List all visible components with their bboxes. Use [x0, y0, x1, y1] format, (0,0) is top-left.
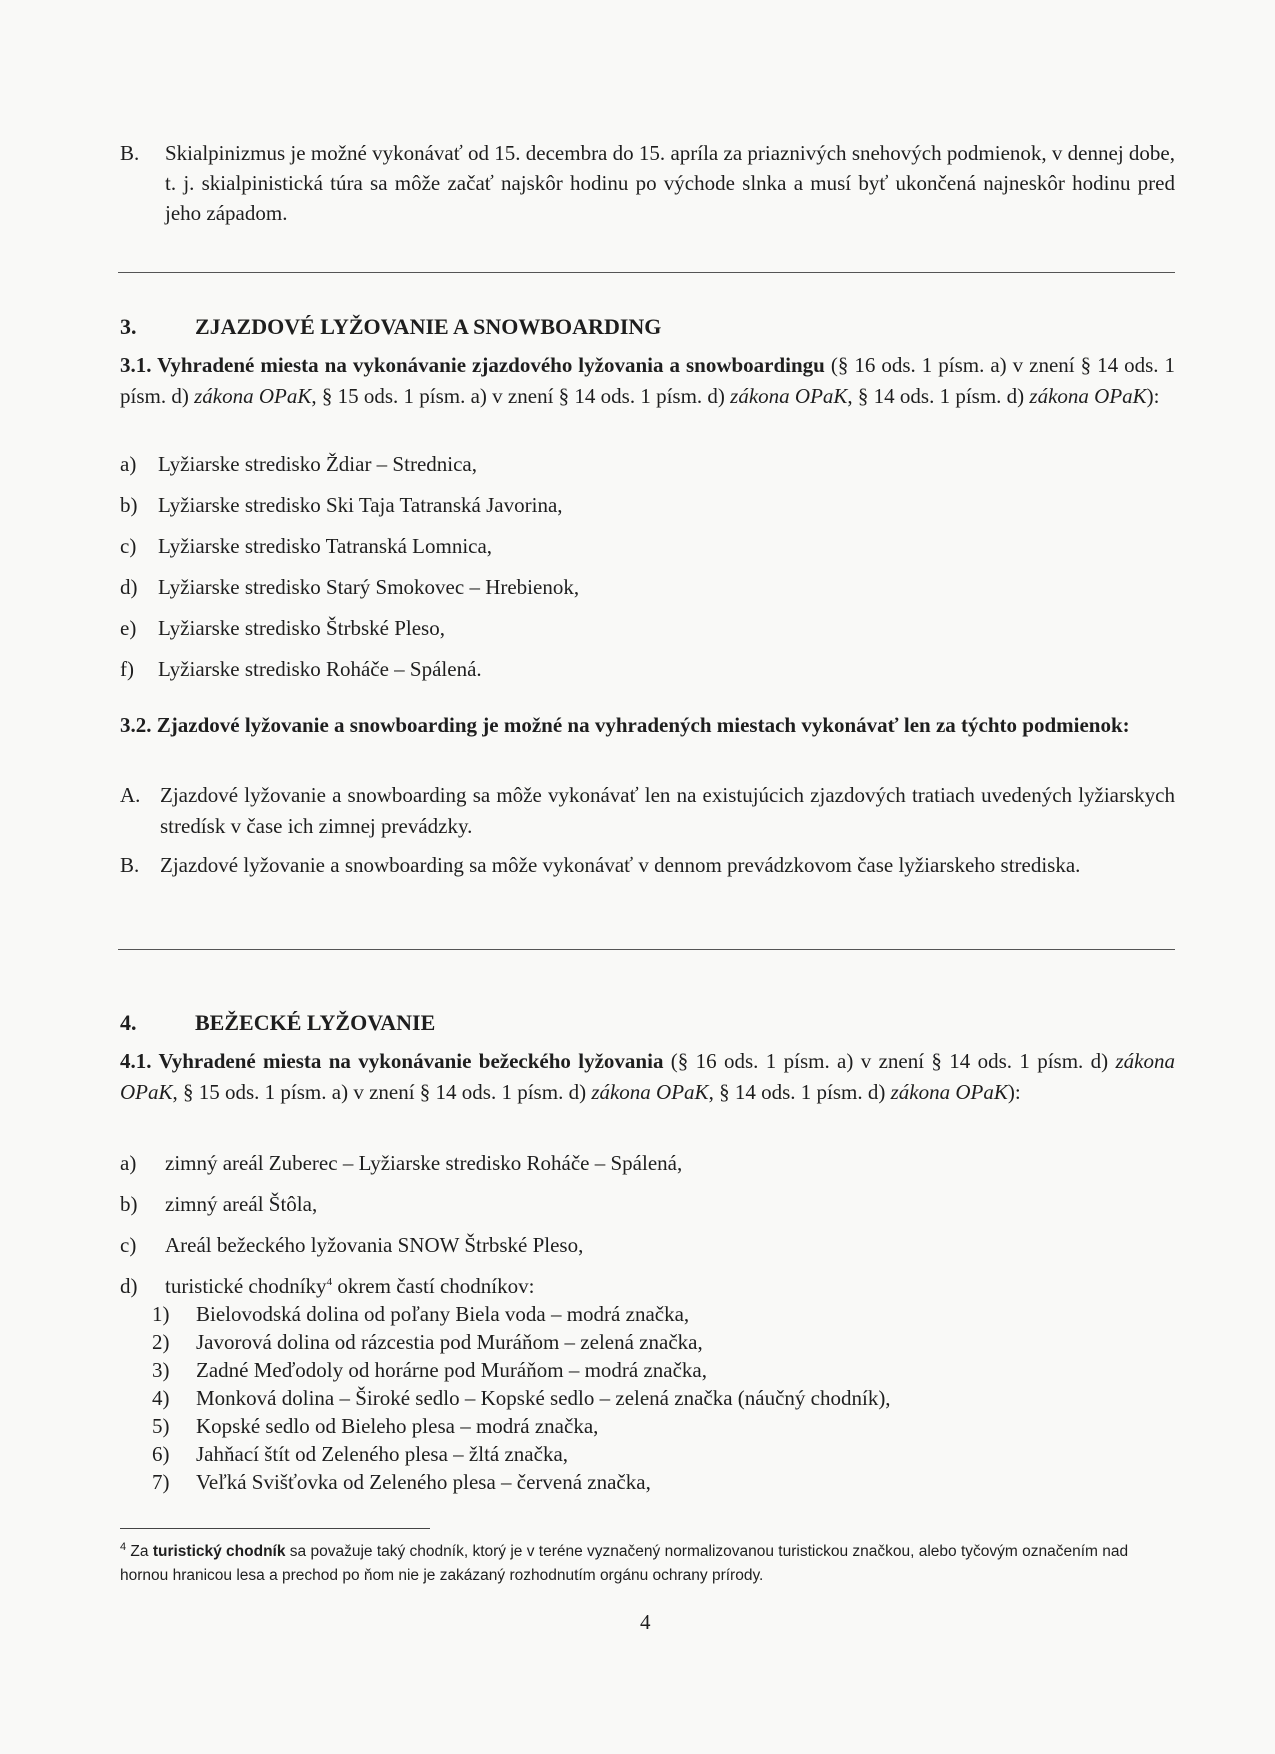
- law-name: zákona OPaK: [120, 1049, 1175, 1104]
- skialp-condition-b: [120, 138, 1175, 228]
- legal-ref: , § 15 ods. 1 písm. a) v znení § 14 ods. 1 písm. d): [311, 384, 731, 408]
- sub-list-item: [152, 1470, 651, 1495]
- list-item: [120, 616, 445, 641]
- law-name: zákona OPaK: [194, 384, 312, 408]
- sub-list-item: [152, 1442, 568, 1467]
- section-divider: [118, 949, 1175, 950]
- item-label: b): [120, 493, 138, 517]
- list-item: [120, 1233, 583, 1258]
- item-label: c): [120, 534, 137, 558]
- item-label: 6): [152, 1442, 170, 1466]
- item-text: Jahňací štít od Zeleného plesa – žltá značka,: [196, 1442, 569, 1466]
- item-text: okrem častí chodníkov:: [332, 1274, 535, 1298]
- subsection-3-2: [120, 710, 1175, 741]
- item-label: B.: [120, 141, 140, 165]
- list-item: [120, 534, 492, 559]
- law-name: zákona OPaK: [730, 384, 848, 408]
- item-label: 2): [152, 1330, 170, 1354]
- item-text: Javorová dolina od rázcestia pod Muráňom – zelená značka,: [196, 1330, 703, 1354]
- section-3-heading: [120, 314, 661, 340]
- item-label: d): [120, 1274, 138, 1298]
- list-item: [120, 1274, 534, 1299]
- item-text: Lyžiarske stredisko Starý Smokovec – Hrebienok,: [158, 575, 580, 599]
- item-text: Lyžiarske stredisko Ski Taja Tatranská Javorina,: [158, 493, 563, 517]
- item-label: d): [120, 575, 138, 599]
- law-name: zákona OPaK: [591, 1080, 709, 1104]
- footnote-mark: 4: [120, 1540, 127, 1553]
- legal-ref: ):: [1007, 1080, 1021, 1104]
- section-divider: [118, 272, 1175, 273]
- legal-ref: , § 14 ods. 1 písm. d): [708, 1080, 891, 1104]
- footnote: [120, 1540, 1175, 1588]
- item-text: Lyžiarske stredisko Tatranská Lomnica,: [158, 534, 493, 558]
- item-text: Veľká Svišťovka od Zeleného plesa – červená značka,: [196, 1470, 651, 1494]
- item-label: B.: [120, 853, 140, 877]
- item-text: Zjazdové lyžovanie a snowboarding sa môže vykonávať len na existujúcich zjazdových tratiach uvedených lyžiarskych stredísk v čase ich zimnej prevádzky.: [160, 783, 1175, 838]
- list-item: [120, 575, 579, 600]
- list-item: [120, 657, 482, 682]
- page-number: 4: [640, 1610, 651, 1634]
- item-label: 5): [152, 1414, 170, 1438]
- legal-ref: , § 14 ods. 1 písm. d): [847, 384, 1030, 408]
- item-text: Kopské sedlo od Bieleho plesa – modrá značka,: [196, 1414, 599, 1438]
- item-label: b): [120, 1192, 138, 1216]
- law-name: zákona OPaK: [890, 1080, 1008, 1104]
- footnote-text: Za: [126, 1543, 153, 1560]
- footnote-text: sa považuje taký chodník, ktorý je v teréne vyznačený normalizovanou turistickou značkou, alebo tyčovým označením nad hornou hranicou lesa a prechod po ňom nie je zakázaný rozhodnutím orgánu ochrany prírody.: [120, 1543, 1129, 1584]
- subsection-4-1: [120, 1046, 1175, 1108]
- item-text: turistické chodníky: [165, 1274, 327, 1298]
- item-label: 3): [152, 1358, 170, 1382]
- legal-ref: ):: [1146, 384, 1160, 408]
- sub-list-item: [152, 1330, 703, 1355]
- sub-list-item: [152, 1358, 707, 1383]
- item-label: 4): [152, 1386, 170, 1410]
- subsection-3-1: [120, 350, 1175, 412]
- subsection-title: 3.2. Zjazdové lyžovanie a snowboarding je možné na vyhradených miestach vykonávať len za týchto podmienok:: [120, 713, 1130, 737]
- section-title: ZJAZDOVÉ LYŽOVANIE A SNOWBOARDING: [195, 314, 662, 339]
- item-label: a): [120, 452, 137, 476]
- item-label: f): [120, 657, 134, 681]
- list-item: [120, 1151, 682, 1176]
- condition-item: [120, 850, 1175, 881]
- item-label: e): [120, 616, 137, 640]
- subsection-title: 4.1. Vyhradené miesta na vykonávanie bežeckého lyžovania: [120, 1049, 664, 1073]
- legal-ref: , § 15 ods. 1 písm. a) v znení § 14 ods. 1 písm. d): [172, 1080, 592, 1104]
- footnote-term: turistický chodník: [152, 1543, 286, 1560]
- item-text: Skialpinizmus je možné vykonávať od 15. decembra do 15. apríla za priaznivých snehových podmienok, v dennej dobe, t. j. skialpinistická túra sa môže začať najskôr hodinu po východe slnka a musí byť ukončená najneskôr hodinu pred jeho západom.: [165, 141, 1175, 225]
- subsection-title: 3.1. Vyhradené miesta na vykonávanie zjazdového lyžovania a snowboardingu: [120, 353, 825, 377]
- condition-item: [120, 780, 1175, 842]
- section-4-heading: [120, 1010, 435, 1036]
- sub-list-item: [152, 1386, 891, 1411]
- item-text: zimný areál Zuberec – Lyžiarske stredisko Roháče – Spálená,: [165, 1151, 683, 1175]
- item-text: Monková dolina – Široké sedlo – Kopské sedlo – zelená značka (náučný chodník),: [196, 1386, 891, 1410]
- item-label: 7): [152, 1470, 170, 1494]
- sub-list-item: [152, 1414, 598, 1439]
- footnote-divider: [120, 1528, 430, 1529]
- section-number: 3.: [120, 314, 137, 339]
- list-item: [120, 1192, 317, 1217]
- item-text: Lyžiarske stredisko Ždiar – Strednica,: [158, 452, 477, 476]
- item-text: Areál bežeckého lyžovania SNOW Štrbské Pleso,: [165, 1233, 584, 1257]
- item-label: c): [120, 1233, 137, 1257]
- item-text: Zjazdové lyžovanie a snowboarding sa môže vykonávať v dennom prevádzkovom čase lyžiarskeho strediska.: [160, 853, 1081, 877]
- list-item: [120, 452, 477, 477]
- item-text: Lyžiarske stredisko Roháče – Spálená.: [158, 657, 482, 681]
- law-name: zákona OPaK: [1029, 384, 1147, 408]
- item-label: A.: [120, 783, 141, 807]
- item-text: Zadné Meďodoly od horárne pod Muráňom – modrá značka,: [196, 1358, 708, 1382]
- item-text: Bielovodská dolina od poľany Biela voda – modrá značka,: [196, 1302, 690, 1326]
- section-number: 4.: [120, 1010, 137, 1035]
- sub-list-item: [152, 1302, 689, 1327]
- section-title: BEŽECKÉ LYŽOVANIE: [195, 1010, 436, 1035]
- list-item: [120, 493, 563, 518]
- legal-ref: (§ 16 ods. 1 písm. a) v znení § 14 ods. 1 písm. d): [120, 353, 1175, 408]
- item-text: zimný areál Štôla,: [165, 1192, 318, 1216]
- item-label: a): [120, 1151, 137, 1175]
- legal-ref: (§ 16 ods. 1 písm. a) v znení § 14 ods. 1 písm. d): [663, 1049, 1116, 1073]
- footnote-mark: 4: [326, 1276, 333, 1288]
- item-label: 1): [152, 1302, 170, 1326]
- item-text: Lyžiarske stredisko Štrbské Pleso,: [158, 616, 445, 640]
